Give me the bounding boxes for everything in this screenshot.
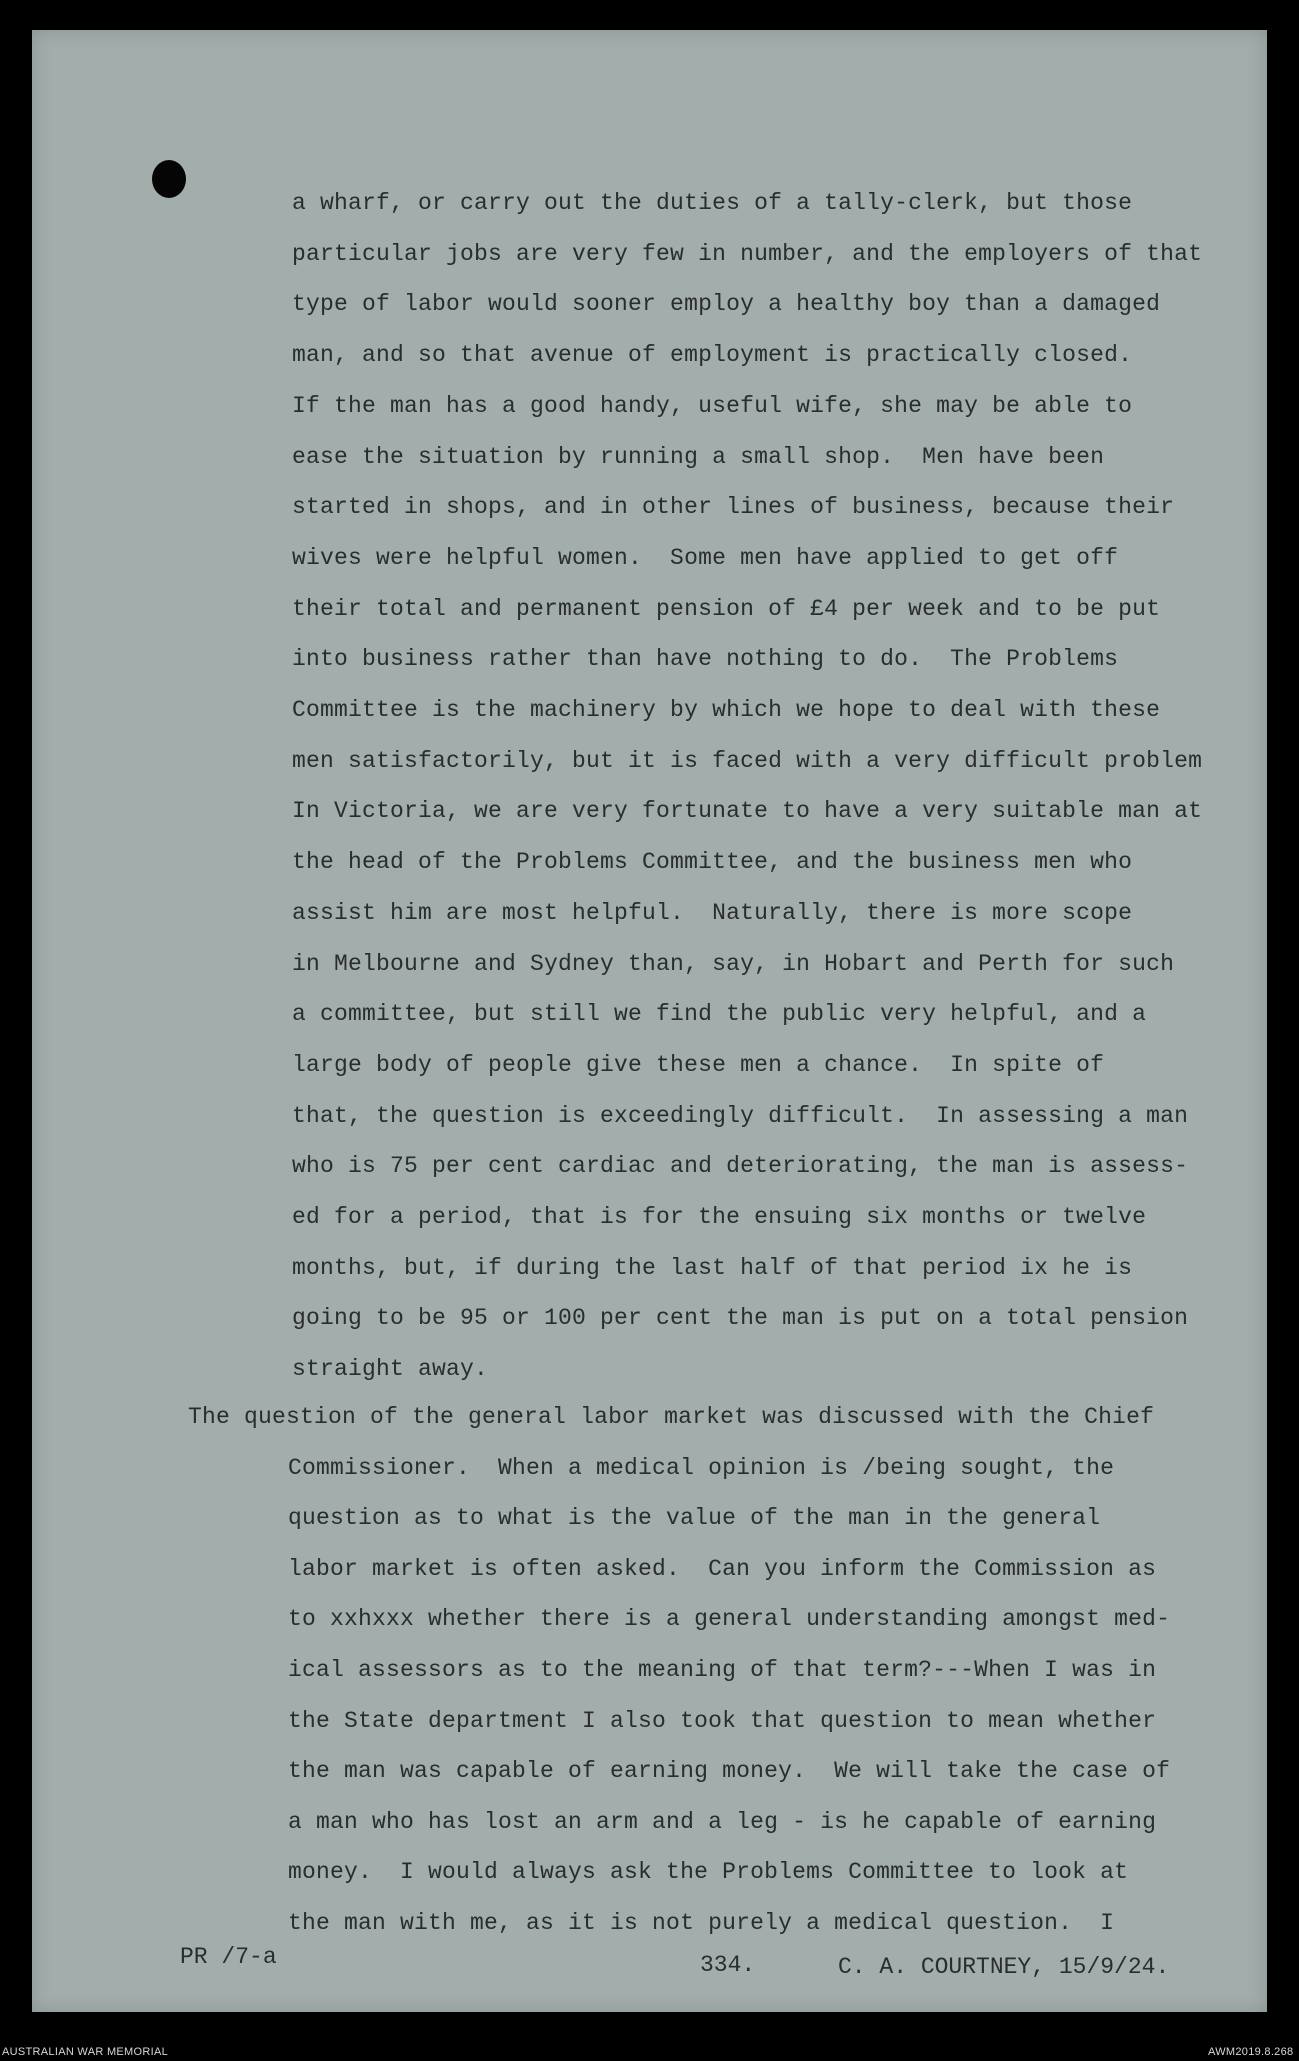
question-line: a man who has lost an arm and a leg - is he capable of earning [288,1808,1157,1835]
body-line: straight away. [292,1356,489,1383]
question-line: to xxhxxx whether there is a general understanding amongst med- [288,1606,1171,1633]
body-line: into business rather than have nothing to do. The Problems [292,646,1119,673]
body-line: ease the situation by running a small shop. Men have been [292,443,1105,470]
witness-signature-line: C. A. COURTNEY, 15/9/24. [838,1954,1170,1980]
question-heading-line: The question of the general labor market was discussed with the Chief [188,1404,1155,1430]
body-line: assist him are most helpful. Naturally, there is more scope [292,899,1133,926]
body-line: that, the question is exceedingly difficult. In assessing a man [292,1102,1189,1129]
body-line: type of labor would sooner employ a healthy boy than a damaged [292,291,1161,318]
archive-reference: AWM2019.8.268 [1208,2046,1294,2058]
body-line: wives were helpful women. Some men have applied to get off [292,544,1119,571]
body-line: their total and permanent pension of £4 per week and to be put [292,595,1161,622]
body-line: If the man has a good handy, useful wife, she may be able to [292,392,1133,419]
question-line: labor market is often asked. Can you inform the Commission as [288,1555,1157,1582]
question-line: the man was capable of earning money. We will take the case of [288,1758,1171,1785]
page-number: 334. [700,1952,756,1978]
question-line: the man with me, as it is not purely a medical question. I [288,1910,1115,1936]
body-line: ed for a period, that is for the ensuing six months or twelve [292,1204,1147,1230]
question-line: the State department I also took that question to mean whether [288,1707,1157,1734]
body-line: the head of the Problems Committee, and the business men who [292,849,1133,876]
question-line: ical assessors as to the meaning of that term?---When I was in [288,1657,1157,1683]
body-line: Committee is the machinery by which we hope to deal with these [292,697,1161,723]
body-line: In Victoria, we are very fortunate to have a very suitable man at [292,798,1203,825]
question-line: Commissioner. When a medical opinion is /being sought, the [288,1454,1115,1481]
body-line: man, and so that avenue of employment is practically closed. [292,342,1133,369]
body-line: months, but, if during the last half of that period ix he is [292,1254,1133,1281]
body-line: going to be 95 or 100 per cent the man is put on a total pension [292,1305,1189,1332]
body-line: who is 75 per cent cardiac and deteriorating, the man is assess- [292,1153,1189,1180]
question-line: money. I would always ask the Problems Committee to look at [288,1859,1129,1886]
archive-credit: AUSTRALIAN WAR MEMORIAL [2,2046,169,2058]
punch-hole [152,160,186,198]
body-line: particular jobs are very few in number, and the employers of that [292,240,1203,267]
body-line: a wharf, or carry out the duties of a tally-clerk, but those [292,190,1133,216]
body-line: a committee, but still we find the public very helpful, and a [292,1001,1147,1028]
body-line: men satisfactorily, but it is faced with a very difficult problem [292,747,1203,774]
body-line: started in shops, and in other lines of business, because their [292,494,1175,521]
document-reference: PR /7-a [180,1944,277,1970]
body-line: in Melbourne and Sydney than, say, in Hobart and Perth for such [292,950,1175,977]
body-line: large body of people give these men a chance. In spite of [292,1051,1105,1078]
question-line: question as to what is the value of the man in the general [288,1505,1101,1532]
